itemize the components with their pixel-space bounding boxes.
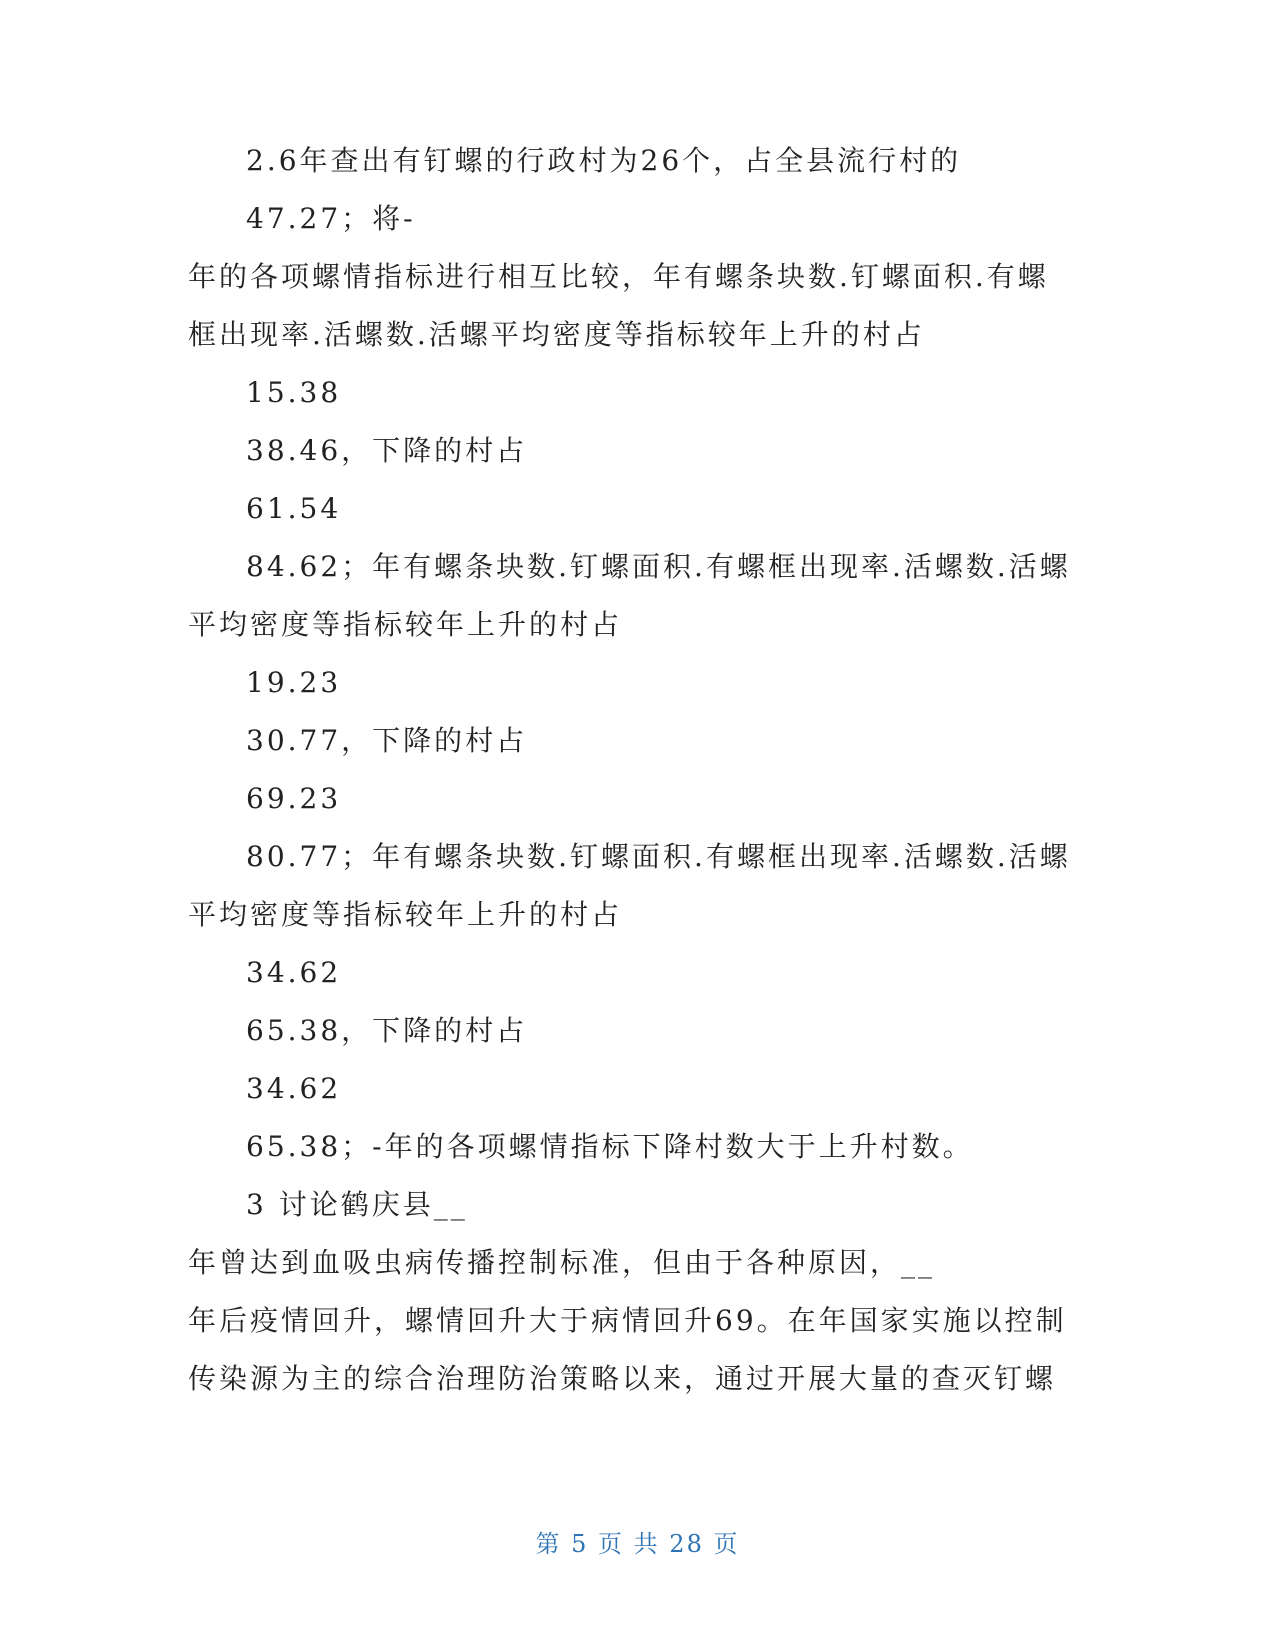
text-line: 传染源为主的综合治理防治策略以来，通过开展大量的查灭钉螺 xyxy=(188,1362,1057,1395)
section-heading: 3 讨论鹤庆县__ xyxy=(246,1188,468,1221)
text-line: 69.23 xyxy=(246,782,342,815)
text-line: 19.23 xyxy=(246,666,342,699)
text-line: 80.77；年有螺条块数.钉螺面积.有螺框出现率.活螺数.活螺 xyxy=(246,840,1071,873)
text-line: 84.62；年有螺条块数.钉螺面积.有螺框出现率.活螺数.活螺 xyxy=(246,550,1071,583)
text-line: 平均密度等指标较年上升的村占 xyxy=(188,608,623,641)
text-line: 框出现率.活螺数.活螺平均密度等指标较年上升的村占 xyxy=(188,318,925,351)
text-line: 30.77，下降的村占 xyxy=(246,724,528,757)
text-line: 65.38，下降的村占 xyxy=(246,1014,528,1047)
text-line: 年曾达到血吸虫病传播控制标准，但由于各种原因，__ xyxy=(188,1246,936,1279)
text-line: 38.46，下降的村占 xyxy=(246,434,528,467)
text-line: 2.6年查出有钉螺的行政村为26个，占全县流行村的 xyxy=(246,144,962,177)
text-line: 65.38；-年的各项螺情指标下降村数大于上升村数。 xyxy=(246,1130,974,1163)
text-line: 年的各项螺情指标进行相互比较，年有螺条块数.钉螺面积.有螺 xyxy=(188,260,1049,293)
text-line: 34.62 xyxy=(246,956,342,989)
text-line: 61.54 xyxy=(246,492,342,525)
text-line: 年后疫情回升，螺情回升大于病情回升69。在年国家实施以控制 xyxy=(188,1304,1067,1337)
page-footer: 第 5 页 共 28 页 xyxy=(535,1530,740,1558)
text-line: 15.38 xyxy=(246,376,342,409)
text-line: 47.27；将- xyxy=(246,202,416,235)
text-line: 平均密度等指标较年上升的村占 xyxy=(188,898,623,931)
text-line: 34.62 xyxy=(246,1072,342,1105)
